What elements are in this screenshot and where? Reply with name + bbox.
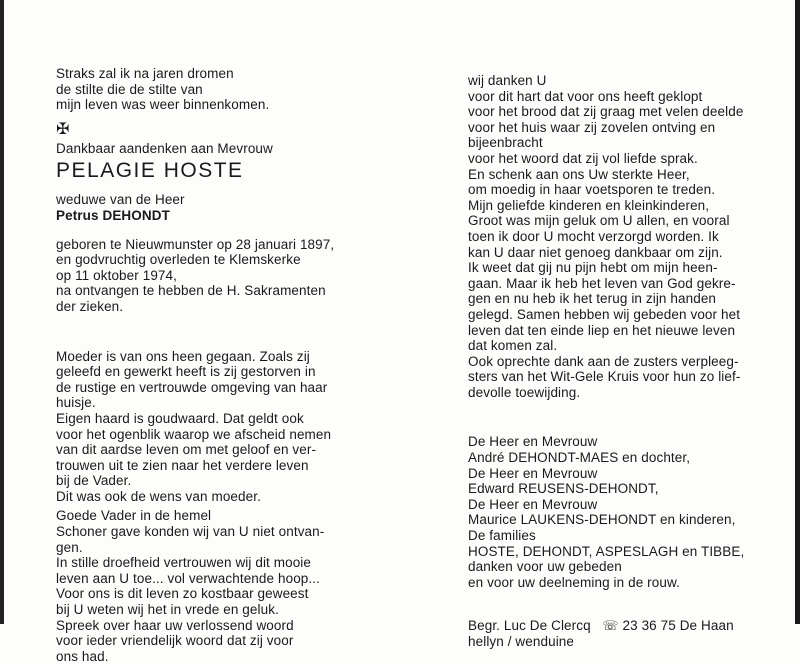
text-line: leven dat ten einde liep en het nieuwe leven [468,322,736,338]
printer-line: hellyn / wenduine [468,634,575,649]
left-column [56,66,386,664]
prayer-line: ons had. [56,648,109,664]
text-line: Dit was ook de wens van moeder. [56,488,261,504]
text-line: voor het brood dat zij graag met velen deelde [468,104,744,120]
family-line: Maurice LAUKENS-DEHONDT en kinderen, [468,512,736,528]
cross-icon: ✠ [56,120,70,138]
text-line: bijeenbracht [468,135,543,151]
right-column [468,73,788,650]
family-line: De Heer en Mevrouw [468,434,598,450]
family-line: De Heer en Mevrouw [468,496,598,512]
prayer-line: Goede Vader in de hemel [56,508,212,524]
prayer-line: Voor ons is dit leven zo kostbaar geweest [56,586,309,602]
prayer-line: bij U weten wij het in vrede en geluk. [56,602,279,618]
biography-line: en godvruchtig overleden te Klemskerke [56,252,301,268]
thanks-sisters [468,354,788,401]
opening-poem [56,66,386,113]
prayer-line: leven aan U toe... vol verwachtende hoop... [56,570,320,586]
scan-edge-left [0,0,4,624]
family-line: danken voor uw gebeden [468,559,622,575]
biography-line: geboren te Nieuwmunster op 28 januari 1897, [56,236,335,252]
text-line: devolle toewijding. [468,384,581,400]
text-line: huisje. [56,395,96,411]
text-line: bij de Vader. [56,473,132,489]
text-line: kan U daar niet genoeg dankbaar om zijn. [468,244,723,260]
phone-number: 23 36 75 De Haan [622,618,734,634]
text-line: Groot was mijn geluk om U allen, en vooral [468,213,730,229]
text-line: dat komen zal. [468,338,558,354]
prayer-line: In stille droefheid vertrouwen wij dit mooie [56,555,312,571]
prayer-line: voor ieder vriendelijk woord dat zij voor [56,633,294,649]
text-line: toen ik door U mocht verzorgd worden. Ik [468,228,719,244]
text-line: wij danken U [468,73,547,88]
spouse-name: Petrus DEHONDT [56,207,170,223]
family-line: Edward REUSENS-DEHONDT, [468,481,659,497]
poem-line: de stilte die de stilte van [56,81,203,97]
text-line: En schenk aan ons Uw sterkte Heer, [468,166,690,182]
deceased-name: PELAGIE HOSTE [56,159,244,183]
text-line: sters van het Wit-Gele Kruis voor hun zo lief- [468,369,741,385]
text-line: om moedig in haar voetsporen te treden. [468,182,716,198]
scan-edge-right [795,0,800,624]
text-line: gelegd. Samen hebben wij gebeden voor het [468,306,741,322]
family-line: HOSTE, DEHONDT, ASPESLAGH en TIBBE, [468,543,745,559]
text-line: Ik weet dat gij nu pijn hebt om mijn heen- [468,260,718,276]
telephone-icon: ☏ [602,618,619,634]
text-line: geleefd en gewerkt heeft is zij gestorven in [56,364,316,380]
text-line: gaan. Maar ik heb het leven van God gekre- [468,275,736,291]
poem-line: Straks zal ik na jaren dromen [56,66,234,81]
family-line: De families [468,528,536,544]
text-line: de rustige en vertrouwde omgeving van haar [56,379,328,395]
thanks-god [468,73,788,198]
message-children [468,198,788,354]
biography-line: der zieken. [56,298,124,314]
family-line: De Heer en Mevrouw [468,465,598,481]
paragraph-mother [56,349,386,411]
family-list [468,434,788,590]
poem-line: mijn leven was weer binnenkomen. [56,97,270,113]
biography [56,237,386,315]
text-line: Mijn geliefde kinderen en kleinkinderen, [468,197,710,213]
biography-line: na ontvangen te hebben de H. Sakramenten [56,283,326,299]
text-line: Moeder is van ons heen gegaan. Zoals zij [56,348,310,364]
biography-line: op 11 oktober 1974, [56,267,177,283]
text-line: trouwen uit te zien naar het verdere leven [56,457,309,473]
text-line: voor het ogenblik waarop we afscheid nemen [56,426,332,442]
text-line: voor dit hart dat voor ons heeft geklopt [468,88,703,104]
text-line: Ook oprechte dank aan de zusters verpleeg- [468,353,739,369]
text-line: van dit aardse leven om met geloof en ver- [56,442,317,458]
prayer-line: Schoner gave konden wij van U niet ontvan- [56,524,325,540]
remembrance-line: Dankbaar aandenken aan Mevrouw [56,140,273,156]
undertaker-line [468,618,788,634]
paragraph-hearth [56,411,386,505]
text-line: voor het woord dat zij vol liefde sprak. [468,150,698,166]
prayer-line: Spreek over haar uw verlossend woord [56,617,294,633]
family-line: en voor uw deelneming in de rouw. [468,574,680,590]
text-line: gen en nu heb ik het terug in zijn handen [468,291,717,307]
text-line: Eigen haard is goudwaard. Dat geldt ook [56,410,304,426]
widow-of-line: weduwe van de Heer [56,192,185,208]
family-line: André DEHONDT-MAES en dochter, [468,450,691,466]
undertaker-name: Begr. Luc De Clercq [468,618,591,634]
prayer-line: gen. [56,539,83,555]
text-line: voor het huis waar zij zovelen ontving en [468,119,716,135]
prayer [56,508,386,664]
